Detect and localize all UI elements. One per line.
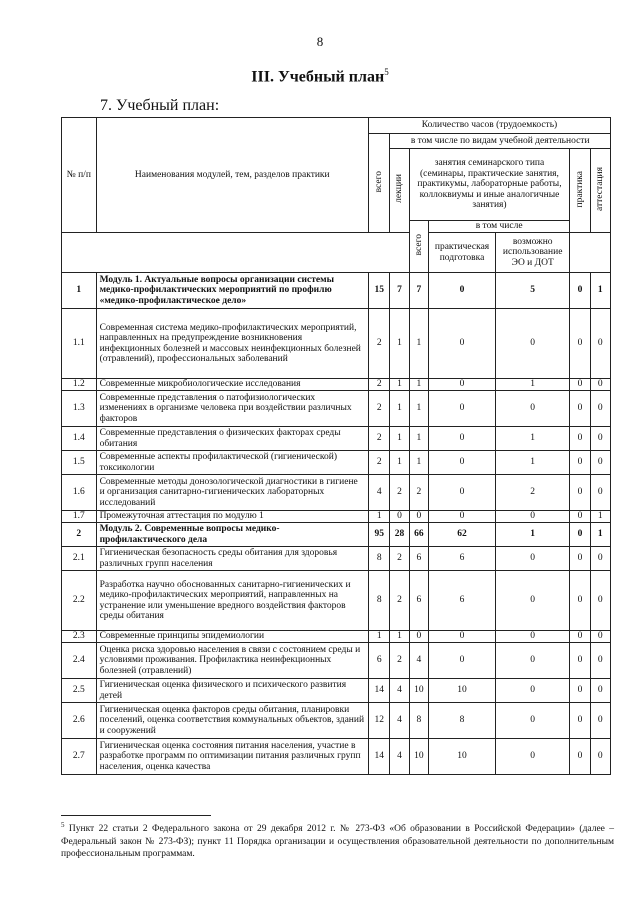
cell-lec: 4 <box>390 703 409 739</box>
cell-sem: 10 <box>409 679 428 703</box>
section-heading <box>0 67 640 86</box>
cell-eo: 0 <box>496 511 570 523</box>
cell-sem: 0 <box>409 511 428 523</box>
page-number: 8 <box>316 34 324 49</box>
cell-eo: 1 <box>496 451 570 475</box>
table-row <box>62 451 611 475</box>
cell-total: 2 <box>369 427 390 451</box>
cell-sem: 6 <box>409 547 428 571</box>
table-row <box>62 379 611 391</box>
cell-num: 2.5 <box>62 679 97 703</box>
header-including: в том числе <box>428 221 569 233</box>
cell-lec: 7 <box>390 273 409 309</box>
cell-sem: 0 <box>409 631 428 643</box>
cell-prac: 0 <box>570 511 590 523</box>
cell-lec: 0 <box>390 511 409 523</box>
cell-pp: 6 <box>428 547 495 571</box>
cell-pp: 0 <box>428 451 495 475</box>
table-row <box>62 571 611 631</box>
cell-total: 8 <box>369 571 390 631</box>
header-spacer <box>62 233 429 273</box>
cell-prac: 0 <box>570 391 590 427</box>
table-row <box>62 427 611 451</box>
cell-name: Современные представления о патофизиологических изменениях в организме человека при воздействии различных факторов <box>96 391 368 427</box>
cell-num: 2.7 <box>62 739 97 775</box>
cell-name: Современные аспекты профилактической (гигиенической) токсикологии <box>96 451 368 475</box>
cell-att: 1 <box>590 273 610 309</box>
cell-num: 2.3 <box>62 631 97 643</box>
cell-lec: 4 <box>390 739 409 775</box>
cell-total: 6 <box>369 643 390 679</box>
cell-name: Современные микробиологические исследования <box>96 379 368 391</box>
cell-prac: 0 <box>570 475 590 511</box>
cell-num: 1.6 <box>62 475 97 511</box>
cell-pp: 62 <box>428 523 495 547</box>
cell-pp: 0 <box>428 379 495 391</box>
cell-att: 0 <box>590 391 610 427</box>
cell-num: 1.7 <box>62 511 97 523</box>
cell-pp: 0 <box>428 273 495 309</box>
footnote-text: Пункт 22 статьи 2 Федерального закона от 29 декабря 2012 г. № 273-ФЗ «Об образовании в Российской Федерации» (далее – Федеральный закон № 273-ФЗ); пункт 11 Порядка организации и осуществления образовательной деятельности по дополнительным профессиональным программам. <box>61 824 614 860</box>
cell-lec: 1 <box>390 391 409 427</box>
cell-num: 1.2 <box>62 379 97 391</box>
cell-name: Разработка научно обоснованных санитарно-гигиенических и медико-профилактических мероприятий, направленных на устранение или уменьшение вредного воздействия факторов среды обитания <box>96 571 368 631</box>
table-row <box>62 631 611 643</box>
header-num: № п/п <box>62 118 97 233</box>
header-lectures: лекции <box>390 149 409 233</box>
cell-eo: 1 <box>496 379 570 391</box>
cell-sem: 1 <box>409 309 428 379</box>
cell-pp: 8 <box>428 703 495 739</box>
cell-lec: 1 <box>390 379 409 391</box>
cell-att: 0 <box>590 427 610 451</box>
cell-name: Современная система медико-профилактических мероприятий, направленных на предупреждение возникновения инфекционных болезней и массовых неинфекционных болезней (отравлений), профессиональных заболеваний <box>96 309 368 379</box>
cell-prac: 0 <box>570 379 590 391</box>
cell-name: Модуль 1. Актуальные вопросы организации системы медико-профилактических мероприятий по профилю «медико-профилактическое дело» <box>96 273 368 309</box>
header-practice: практика <box>570 149 590 233</box>
cell-total: 2 <box>369 451 390 475</box>
cell-num: 2.1 <box>62 547 97 571</box>
header-seminar-total: всего <box>409 221 428 273</box>
header-eo-dot: возможно использование ЭО и ДОТ <box>496 233 570 273</box>
cell-name: Промежуточная аттестация по модулю 1 <box>96 511 368 523</box>
cell-sem: 66 <box>409 523 428 547</box>
cell-lec: 1 <box>390 309 409 379</box>
cell-sem: 4 <box>409 643 428 679</box>
cell-prac: 0 <box>570 309 590 379</box>
cell-att: 0 <box>590 309 610 379</box>
section-title: III. Учебный план <box>251 68 385 86</box>
cell-name: Гигиеническая безопасность среды обитания для здоровья различных групп населения <box>96 547 368 571</box>
footnote-mark: 5 <box>61 821 65 829</box>
cell-sem: 6 <box>409 571 428 631</box>
table-row <box>62 679 611 703</box>
cell-pp: 10 <box>428 739 495 775</box>
cell-pp: 0 <box>428 475 495 511</box>
table-row <box>62 309 611 379</box>
cell-pp: 10 <box>428 679 495 703</box>
footnote <box>61 819 614 861</box>
cell-pp: 6 <box>428 571 495 631</box>
cell-sem: 8 <box>409 703 428 739</box>
cell-pp: 0 <box>428 631 495 643</box>
subtitle: 7. Учебный план: <box>100 97 220 114</box>
cell-total: 12 <box>369 703 390 739</box>
cell-name: Современные методы донозологической диагностики в гигиене и организация санитарно-гигиенических лабораторных исследований <box>96 475 368 511</box>
cell-num: 2 <box>62 523 97 547</box>
cell-eo: 0 <box>496 679 570 703</box>
cell-prac: 0 <box>570 547 590 571</box>
cell-prac: 0 <box>570 427 590 451</box>
cell-num: 1.3 <box>62 391 97 427</box>
cell-att: 0 <box>590 571 610 631</box>
cell-eo: 0 <box>496 547 570 571</box>
cell-lec: 4 <box>390 679 409 703</box>
cell-att: 0 <box>590 643 610 679</box>
cell-att: 1 <box>590 511 610 523</box>
cell-total: 1 <box>369 631 390 643</box>
table-row <box>62 475 611 511</box>
cell-eo: 0 <box>496 739 570 775</box>
cell-name: Гигиеническая оценка факторов среды обитания, планировки поселений, оценка соответствия коммунальных объектов, зданий и сооружений <box>96 703 368 739</box>
cell-name: Современные представления о физических факторах среды обитания <box>96 427 368 451</box>
cell-sem: 10 <box>409 739 428 775</box>
cell-sem: 7 <box>409 273 428 309</box>
cell-prac: 0 <box>570 643 590 679</box>
cell-pp: 0 <box>428 391 495 427</box>
cell-sem: 1 <box>409 379 428 391</box>
header-name: Наименования модулей, тем, разделов практики <box>96 118 368 233</box>
cell-total: 8 <box>369 547 390 571</box>
cell-total: 1 <box>369 511 390 523</box>
cell-prac: 0 <box>570 631 590 643</box>
cell-eo: 0 <box>496 309 570 379</box>
cell-att: 0 <box>590 631 610 643</box>
cell-pp: 0 <box>428 309 495 379</box>
cell-prac: 0 <box>570 703 590 739</box>
table-row <box>62 523 611 547</box>
header-spacer-right <box>570 233 611 273</box>
cell-att: 0 <box>590 703 610 739</box>
cell-eo: 5 <box>496 273 570 309</box>
cell-eo: 0 <box>496 703 570 739</box>
cell-total: 15 <box>369 273 390 309</box>
curriculum-table <box>61 117 611 775</box>
cell-sem: 1 <box>409 391 428 427</box>
cell-eo: 0 <box>496 391 570 427</box>
header-total: всего <box>369 134 390 233</box>
cell-eo: 0 <box>496 631 570 643</box>
cell-sem: 1 <box>409 451 428 475</box>
cell-prac: 0 <box>570 739 590 775</box>
table-row <box>62 703 611 739</box>
cell-lec: 2 <box>390 571 409 631</box>
cell-lec: 28 <box>390 523 409 547</box>
cell-prac: 0 <box>570 273 590 309</box>
cell-att: 0 <box>590 379 610 391</box>
cell-pp: 0 <box>428 643 495 679</box>
cell-total: 14 <box>369 679 390 703</box>
cell-name: Гигиеническая оценка состояния питания населения, участие в разработке программ по оптимизации питания различных групп населения, оценка качества <box>96 739 368 775</box>
table-row <box>62 391 611 427</box>
cell-num: 2.4 <box>62 643 97 679</box>
footnote-separator <box>61 815 211 816</box>
cell-eo: 0 <box>496 643 570 679</box>
cell-total: 95 <box>369 523 390 547</box>
cell-total: 4 <box>369 475 390 511</box>
cell-lec: 1 <box>390 631 409 643</box>
cell-eo: 2 <box>496 475 570 511</box>
cell-prac: 0 <box>570 523 590 547</box>
table-body <box>62 273 611 775</box>
cell-att: 0 <box>590 679 610 703</box>
cell-num: 1.5 <box>62 451 97 475</box>
cell-sem: 1 <box>409 427 428 451</box>
cell-lec: 2 <box>390 475 409 511</box>
cell-num: 1.4 <box>62 427 97 451</box>
cell-total: 2 <box>369 309 390 379</box>
cell-lec: 1 <box>390 427 409 451</box>
cell-num: 1.1 <box>62 309 97 379</box>
cell-prac: 0 <box>570 451 590 475</box>
cell-att: 1 <box>590 523 610 547</box>
cell-total: 2 <box>369 379 390 391</box>
cell-lec: 2 <box>390 547 409 571</box>
header-practical-training: практическая подготовка <box>428 233 495 273</box>
cell-eo: 0 <box>496 571 570 631</box>
cell-att: 0 <box>590 547 610 571</box>
cell-eo: 1 <box>496 523 570 547</box>
cell-total: 14 <box>369 739 390 775</box>
cell-pp: 0 <box>428 427 495 451</box>
table-row <box>62 273 611 309</box>
cell-pp: 0 <box>428 511 495 523</box>
header-seminar: занятия семинарского типа (семинары, практические занятия, практикумы, лабораторные работы, коллоквиумы и иные аналогичные занятия) <box>409 149 570 221</box>
table-row <box>62 547 611 571</box>
table-row <box>62 511 611 523</box>
cell-att: 0 <box>590 451 610 475</box>
cell-sem: 2 <box>409 475 428 511</box>
cell-name: Оценка риска здоровью населения в связи с состоянием среды и условиями проживания. Профилактика неинфекционных болезней (отравлений) <box>96 643 368 679</box>
cell-name: Современные принципы эпидемиологии <box>96 631 368 643</box>
cell-num: 1 <box>62 273 97 309</box>
cell-att: 0 <box>590 475 610 511</box>
cell-prac: 0 <box>570 679 590 703</box>
header-hours: Количество часов (трудоемкость) <box>369 118 611 134</box>
cell-name: Модуль 2. Современные вопросы медико-профилактического дела <box>96 523 368 547</box>
header-by-type: в том числе по видам учебной деятельности <box>390 134 611 149</box>
footnote-ref: 5 <box>384 67 389 77</box>
cell-att: 0 <box>590 739 610 775</box>
cell-name: Гигиеническая оценка физического и психического развития детей <box>96 679 368 703</box>
header-attestation: аттестация <box>590 149 610 233</box>
cell-prac: 0 <box>570 571 590 631</box>
cell-eo: 1 <box>496 427 570 451</box>
cell-lec: 2 <box>390 643 409 679</box>
table-row <box>62 739 611 775</box>
table-row <box>62 643 611 679</box>
cell-num: 2.2 <box>62 571 97 631</box>
cell-num: 2.6 <box>62 703 97 739</box>
cell-total: 2 <box>369 391 390 427</box>
cell-lec: 1 <box>390 451 409 475</box>
